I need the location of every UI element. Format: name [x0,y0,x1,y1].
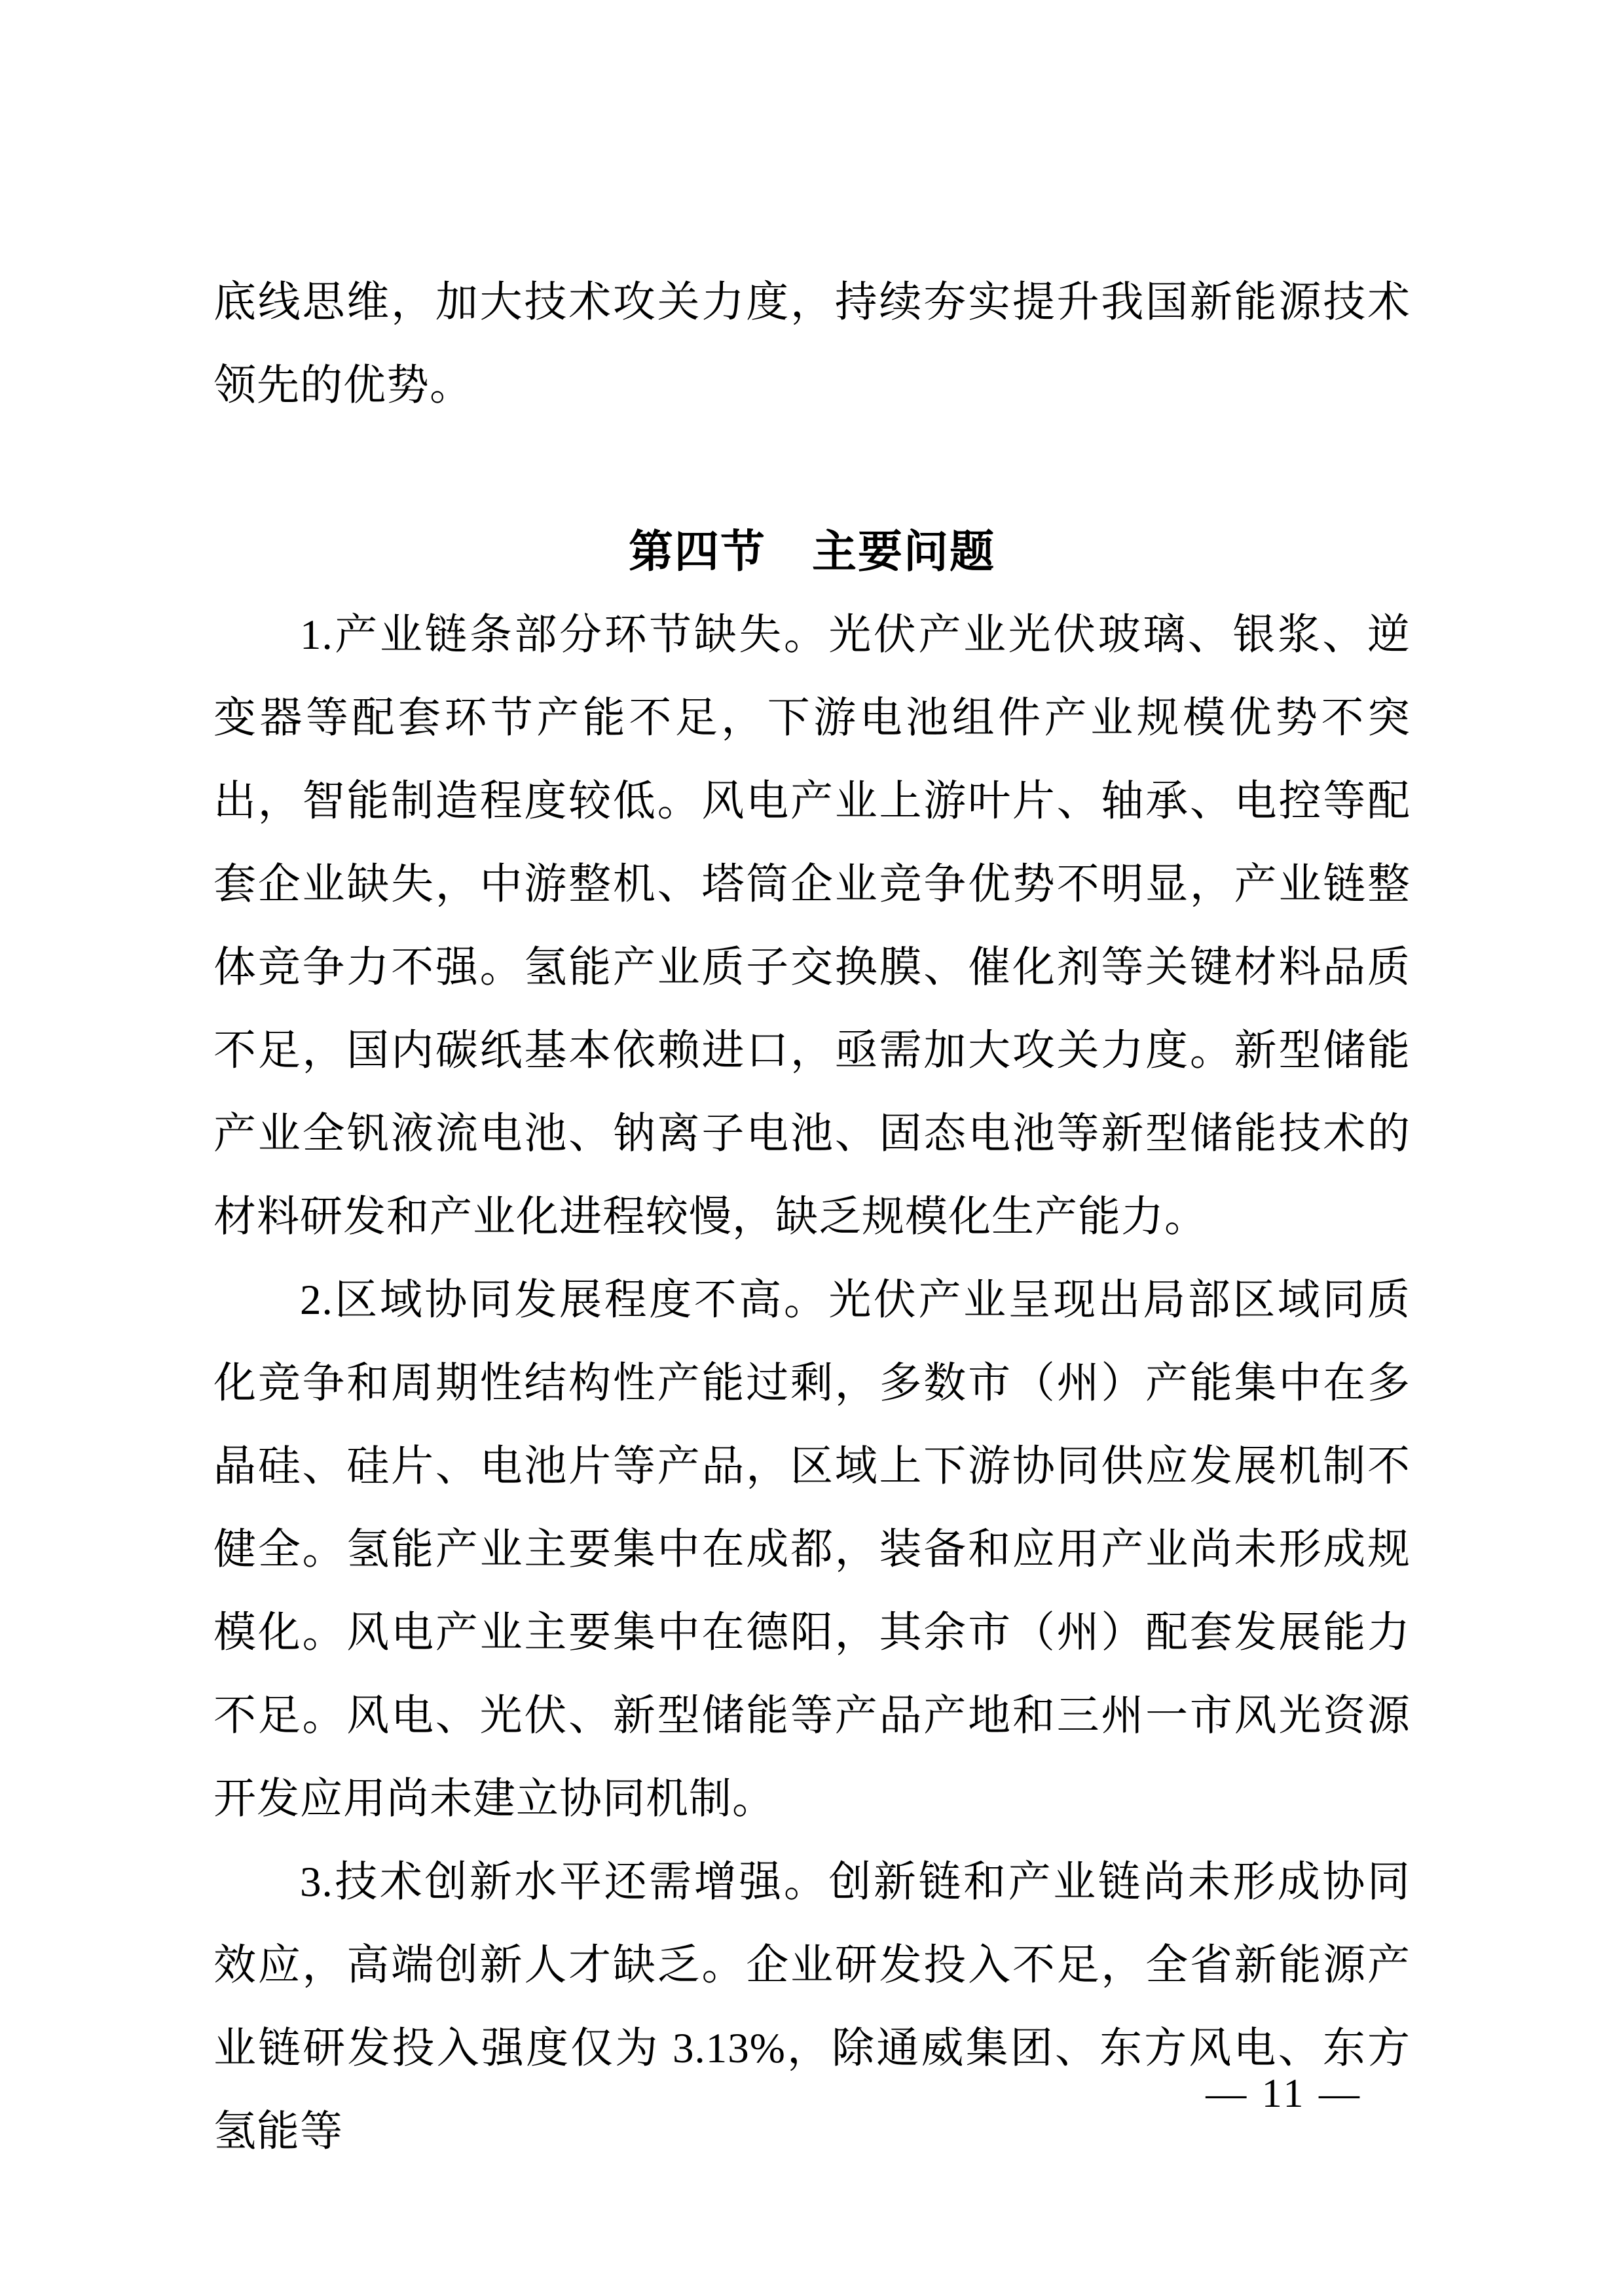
page-number: — 11 — [1206,2071,1362,2116]
paragraph-continuation: 底线思维，加大技术攻关力度，持续夯实提升我国新能源技术领先的优势。 [213,279,1411,409]
paragraph-problem-3: 3.技术创新水平还需增强。创新链和产业链尚未形成协同效应，高端创新人才缺乏。企业研发投入不足，全省新能源产业链研发投入强度仅为 3.13%，除通威集团、东方风电、东方氢能等 [213,1859,1411,2155]
text-block [213,261,1411,2174]
paragraph-problem-2: 2.区域协同发展程度不高。光伏产业呈现出局部区域同质化竞争和周期性结构性产能过剩，多数市（州）产能集中在多晶硅、硅片、电池片等产品，区域上下游协同供应发展机制不健全。氢能产业主要集中在成都，装备和应用产业尚未形成规模化。风电产业主要集中在德阳，其余市（州）配套发展能力不足。风电、光伏、新型储能等产品产地和三州一市风光资源开发应用尚未建立协同机制。 [213,1277,1411,1823]
paragraph-problem-1: 1.产业链条部分环节缺失。光伏产业光伏玻璃、银浆、逆变器等配套环节产能不足，下游电池组件产业规模优势不突出，智能制造程度较低。风电产业上游叶片、轴承、电控等配套企业缺失，中游整机、塔筒企业竞争优势不明显，产业链整体竞争力不强。氢能产业质子交换膜、催化剂等关键材料品质不足，国内碳纸基本依赖进口，亟需加大攻关力度。新型储能产业全钒液流电池、钠离子电池、固态电池等新型储能技术的材料研发和产业化进程较慢，缺乏规模化生产能力。 [213,611,1411,1241]
section-heading: 第四节 主要问题 [628,527,995,577]
